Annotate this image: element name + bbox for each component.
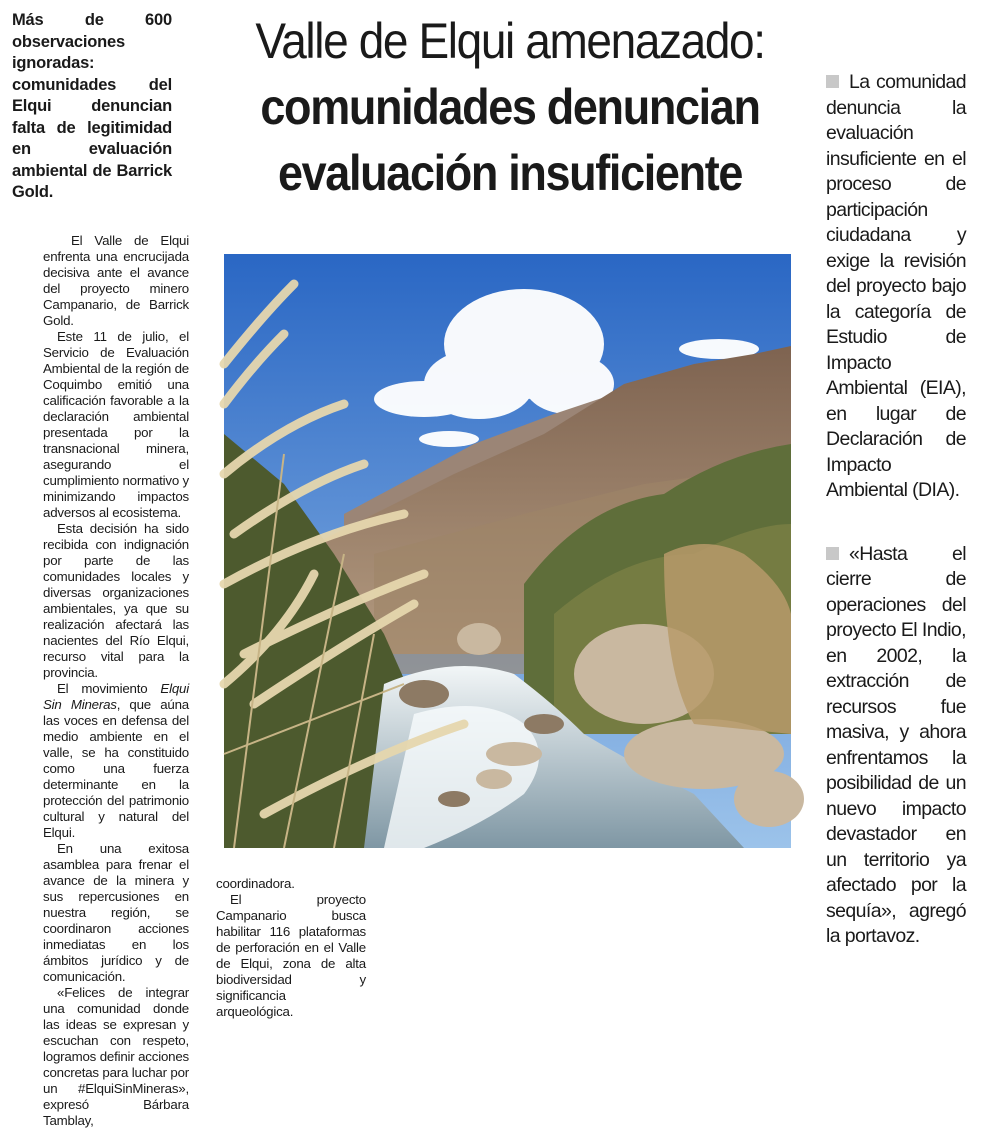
- paragraph: El proyecto Campanario busca habilitar 116 plataformas de perforación en el Valle de Elqui, zona de alta biodiversidad y significancia arqueológica.: [216, 892, 366, 1019]
- article-column-mid: [216, 876, 366, 1020]
- headline-line-3: evaluación insuficiente: [277, 145, 743, 201]
- paragraph: «Felices de integrar una comunidad donde las ideas se expresan y escuchan con respeto, logramos definir acciones concretas para luchar por un #ElquiSinMineras», expresó Bárbara Tamblay,: [43, 985, 189, 1128]
- sidebar-highlights: [826, 70, 966, 988]
- highlight-text: La comunidad denuncia la evaluación insuficiente en el proceso de participación ciudadana y exige la revisión del proyecto bajo la categoría de Estudio de Impacto Ambiental (EIA), en lugar de Declaración de Impacto Ambiental (DIA).: [826, 71, 966, 501]
- bullet-square-icon: [826, 547, 839, 560]
- headline: [210, 8, 810, 206]
- paragraph-lead: El movimiento: [57, 681, 161, 696]
- paragraph: En una exitosa asamblea para frenar el avance de la minera y sus repercusiones en nuestra región, se coordinaron acciones inmediatas en los ámbitos jurídico y de comunicación.: [43, 841, 189, 984]
- valley-photo: [224, 254, 791, 848]
- highlight-1: [826, 70, 966, 504]
- movement-name: Elqui Sin Mineras: [43, 681, 189, 712]
- highlight-2: [826, 542, 966, 950]
- highlight-text: «Hasta el cierre de operaciones del proyecto El Indio, en 2002, la extracción de recursos fue masiva, y ahora enfrentamos la posibilidad de un nuevo impacto devastador en un territorio ya afectado por la sequía», agregó la portavoz.: [826, 542, 966, 947]
- paragraph: coordinadora.: [216, 876, 295, 891]
- article-column-left: [43, 233, 189, 1129]
- paragraph-rest: , que aúna las voces en defensa del medio ambiente en el valle, se ha constituido como una fuerza determinante en la protección del patrimonio cultural y natural del Elqui.: [43, 697, 189, 840]
- bullet-square-icon: [826, 75, 839, 88]
- paragraph: [43, 681, 189, 841]
- kicker-summary: Más de 600 observaciones ignoradas: comunidades del Elqui denuncian falta de legitimidad en evaluación ambiental de Barrick Gold.: [12, 11, 172, 201]
- paragraph: Este 11 de julio, el Servicio de Evaluación Ambiental de la región de Coquimbo emitió una calificación favorable a la declaración ambiental presentada por la transnacional minera, asegurando el cumplimiento normativo y minimizando impactos adversos al ecosistema.: [43, 329, 189, 520]
- paragraph: El Valle de Elqui enfrenta una encrucijada decisiva ante el avance del proyecto minero Campanario, de Barrick Gold.: [43, 233, 189, 328]
- headline-line-1: Valle de Elqui amenazado:: [255, 13, 765, 69]
- paragraph: Esta decisión ha sido recibida con indignación por parte de las comunidades locales y diversas organizaciones ambientales, ya que su realización afectará las nacientes del Río Elqui, recurso vital para la provincia.: [43, 521, 189, 680]
- headline-line-2: comunidades denuncian: [260, 79, 760, 135]
